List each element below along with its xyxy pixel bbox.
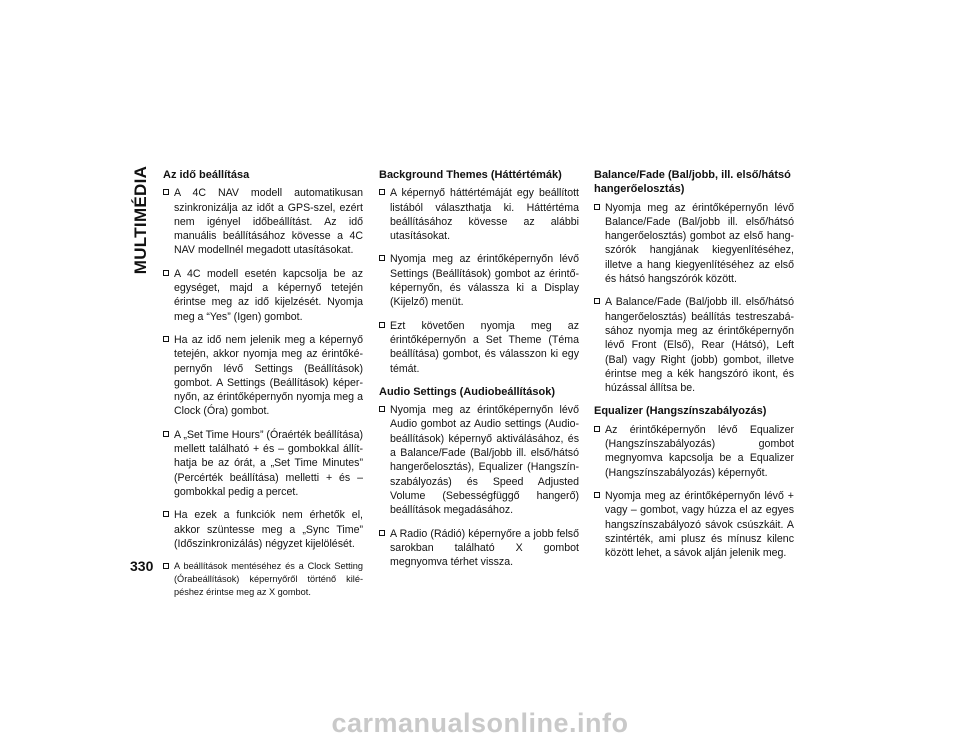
bullet-item — [594, 489, 794, 560]
square-bullet-icon — [379, 530, 385, 536]
bullet-item — [594, 201, 794, 287]
page-number: 330 — [130, 558, 154, 574]
bullet-text: Ezt követően nyomja meg az érintőképernyőn a Set Theme (Téma beállítása) gombot, és válasszon ki egy témát. — [390, 319, 579, 375]
square-bullet-icon — [594, 426, 600, 432]
bullet-item — [379, 252, 579, 309]
bullet-text: Nyomja meg az érintőképernyőn lévő Settings (Beállítások) gombot az érintőképernyőn, és válassza ki a Display (Kijelző) menüt. — [390, 253, 579, 309]
bullet-item — [379, 527, 579, 570]
bullet-item — [594, 295, 794, 395]
square-bullet-icon — [163, 189, 169, 195]
bullet-text: Nyomja meg az érintőképernyőn lévő Audio gombot az Audio settings (Audiobeállítások) képernyő aktiválásához, és a Balance/Fade (Bal/jobb ill. első/hátsó hangerőelosztás), Equalizer (Hangszínszabályozás) és Speed Adjusted Volume (Sebességfüggő hangerő) beállítások megadásához. — [390, 404, 579, 517]
bullet-item — [594, 423, 794, 480]
site-watermark: carmanualsonline.info — [331, 708, 629, 738]
section-side-tab-label: MULTIMÉDIA — [131, 165, 151, 275]
bullet-item — [163, 186, 363, 257]
bullet-text: Nyomja meg az érintőképernyőn lévő + vagy – gombot, vagy húzza el az egyes hangszínszabályozó sávok csúszkáit. A szintérték, ami plusz és mínusz kilenc között lehet, a sávok alján jelenik meg. — [605, 489, 794, 560]
square-bullet-icon — [594, 492, 600, 498]
bullet-text: A „Set Time Hours” (Óraérték beállítása) mellett található + és – gombokkal állíthatja be az órát, a „Set Time Minutes” (Percérték beállítása) melletti + és – gombokkal pedig a percet. — [174, 428, 363, 498]
bullet-text: Ha ezek a funkciók nem érhetők el, akkor szüntesse meg a „Sync Time” (Időszinkronizálás) négyzet kijelölését. — [174, 509, 363, 550]
text-column-1 — [163, 168, 363, 608]
bullet-item — [163, 267, 363, 324]
section-heading: Az idő beállítása — [163, 169, 250, 181]
bullet-text: A Balance/Fade (Bal/jobb ill. első/hátsó hangerőelosztás) beállítás testreszabásához nyomja meg az érintőképernyőn lévő Front (Első), Rear (Hátsó), Left (Bal) vagy Right (jobb) gombot, illetve érintse meg a kék hangszóró ikont, és húzással állítsa be. — [605, 296, 794, 395]
bullet-text: A 4C modell esetén kapcsolja be az egységet, majd a képernyő tetején érintse meg az idő kijelzését. Nyomja meg a “Yes” (Igen) gombot. — [174, 267, 363, 323]
bullet-text: A 4C NAV modell automatikusan szinkronizálja az időt a GPS-szel, ezért nem igényel időbeállítást. Az idő manuális beállításához kövesse a 4C NAV modellnél megadott utasításokat. — [174, 187, 363, 257]
square-bullet-icon — [163, 563, 169, 569]
square-bullet-icon — [594, 204, 600, 210]
text-column-2 — [379, 168, 579, 578]
bullet-item — [379, 403, 579, 517]
square-bullet-icon — [594, 298, 600, 304]
bullet-item — [379, 319, 579, 376]
bullet-item — [163, 508, 363, 551]
square-bullet-icon — [379, 406, 385, 412]
bullet-item — [163, 428, 363, 499]
square-bullet-icon — [163, 270, 169, 276]
bullet-text: Az érintőképernyőn lévő Equalizer (Hangszínszabályozás) gombot megnyomva kapcsolja be a Equalizer (Hangszínszabályozás) képernyőt. — [605, 423, 794, 479]
bullet-text: Nyomja meg az érintőképernyőn lévő Balance/Fade (Bal/jobb ill. első/hátsó hangerőelosztás) gombot az első hangszórók hangjának kiegyenlítéséhez, illetve a hang kiegyenlítéséhez az első és hátsó hangszórók között. — [605, 201, 794, 286]
square-bullet-icon — [163, 511, 169, 517]
square-bullet-icon — [379, 255, 385, 261]
bullet-item-small — [163, 560, 363, 599]
section-heading: Audio Settings (Audiobeállítások) — [379, 385, 556, 398]
section-heading: Balance/Fade (Bal/jobb, ill. első/hátsó hangerőelosztás) — [594, 169, 791, 196]
bullet-item — [163, 333, 363, 419]
bullet-text: Ha az idő nem jelenik meg a képernyő tetején, akkor nyomja meg az érintőképernyőn lévő Settings (Beállítások) gombot. A Settings (Beállítások) képernyőn, az érintőképernyőn nyomja meg a Clock (Óra) gombot. — [174, 333, 363, 418]
text-column-3 — [594, 168, 794, 569]
square-bullet-icon — [163, 431, 169, 437]
square-bullet-icon — [379, 322, 385, 328]
section-side-tab — [128, 150, 154, 290]
square-bullet-icon — [163, 336, 169, 342]
bullet-text: A képernyő háttértémáját egy beállított listából választhatja ki. Háttértéma beállításához kövesse az alábbi utasításokat. — [390, 187, 579, 243]
square-bullet-icon — [379, 189, 385, 195]
section-heading: Equalizer (Hangszínszabályozás) — [594, 405, 767, 418]
bullet-text: A Radio (Rádió) képernyőre a jobb felső sarokban található X gombot megnyomva térhet vissza. — [390, 527, 579, 569]
bullet-text: A beállítások mentéséhez és a Clock Setting (Órabeállítások) képernyőről történő kilépéshez érintse meg az X gombot. — [174, 561, 363, 598]
section-heading: Background Themes (Háttértémák) — [379, 169, 562, 181]
bullet-item — [379, 186, 579, 243]
